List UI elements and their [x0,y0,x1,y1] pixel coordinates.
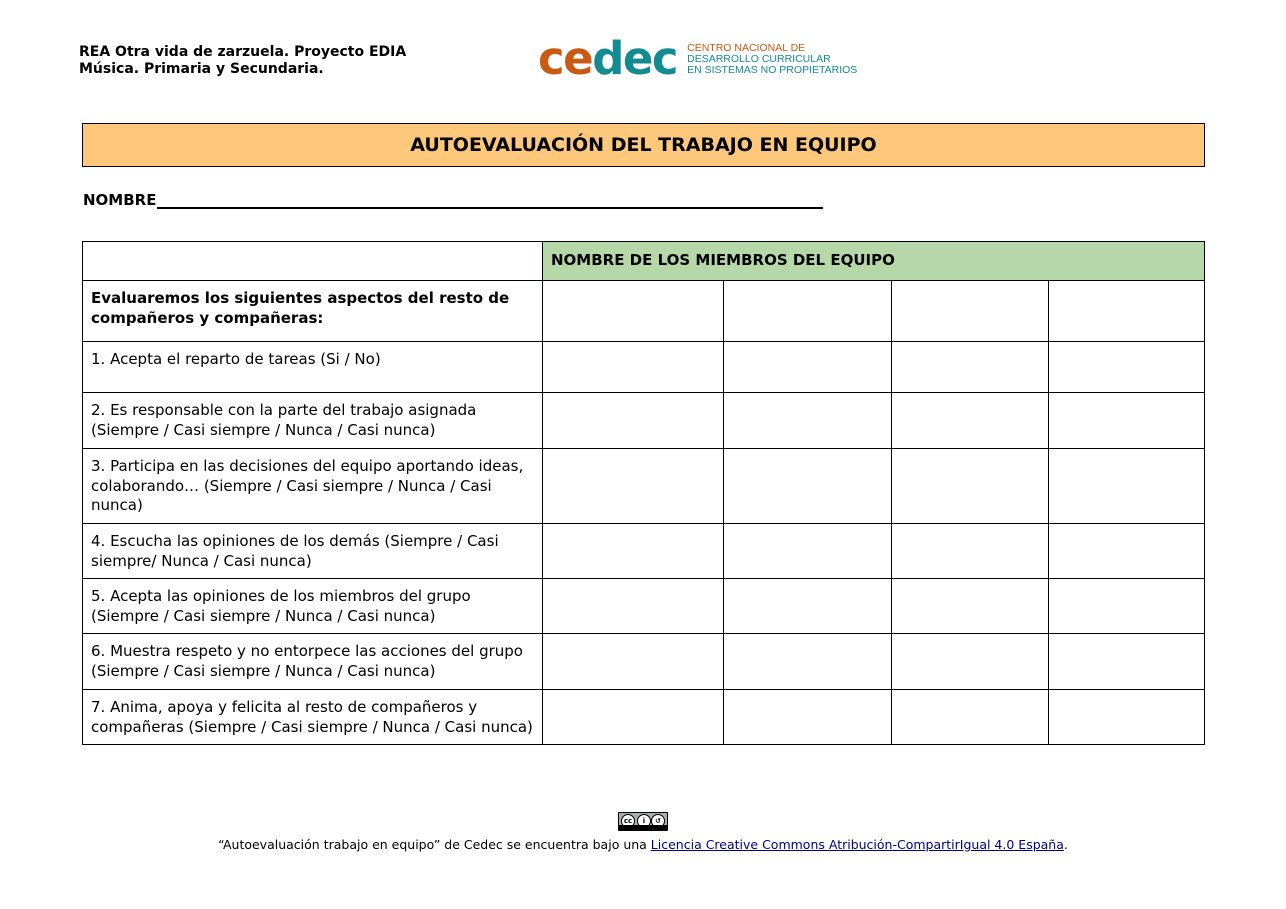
member-cell[interactable] [543,393,724,449]
by-circle-icon: i [637,814,651,828]
name-label: NOMBRE [83,191,157,209]
logo-caption [687,43,857,76]
members-header: NOMBRE DE LOS MIEMBROS DEL EQUIPO [551,251,895,269]
criterion-text: 3. Participa en las decisiones del equipo aportando ideas, colaborando… (Siempre / Casi siempre / Nunca / Casi nunca) [91,457,524,514]
member-cell[interactable] [892,449,1049,524]
criterion-text: 6. Muestra respeto y no entorpece las acciones del grupo (Siempre / Casi siempre / Nunca / Casi nunca) [91,642,523,680]
criterion-text: 5. Acepta las opiniones de los miembros del grupo (Siempre / Casi siempre / Nunca / Casi nunca) [91,587,471,625]
member-cell[interactable] [1049,690,1205,745]
criterion-text: 7. Anima, apoya y felicita al resto de compañeros y compañeras (Siempre / Casi siempre / Nunca / Casi nunca) [91,698,533,736]
member-cell[interactable] [892,634,1049,690]
logo-word-dec: dec [592,32,678,85]
member-cell[interactable] [543,524,724,579]
member-cell[interactable] [892,281,1049,342]
logo-caption-line-2: DESARROLLO CURRICULAR [687,52,831,65]
empty-corner-cell [83,242,543,281]
member-cell[interactable] [724,690,892,745]
member-cell[interactable] [892,524,1049,579]
member-cell[interactable] [1049,449,1205,524]
table-row [83,690,1205,745]
name-field[interactable] [83,190,823,209]
member-cell[interactable] [1049,342,1205,393]
criterion-text: 2. Es responsable con la parte del trabajo asignada (Siempre / Casi siempre / Nunca / Casi nunca) [91,401,477,439]
members-header-cell [543,242,1205,281]
logo-caption-line-1: CENTRO NACIONAL DE [687,41,806,54]
header-line-1: REA Otra vida de zarzuela. Proyecto EDIA [79,44,407,60]
member-cell[interactable] [892,342,1049,393]
intro-text: Evaluaremos los siguientes aspectos del resto de compañeros y compañeras: [91,289,510,327]
license-text [0,837,1286,852]
logo-wordmark [538,32,678,85]
member-cell[interactable] [724,579,892,634]
member-cell[interactable] [1049,634,1205,690]
page-title: AUTOEVALUACIÓN DEL TRABAJO EN EQUIPO [82,123,1205,167]
sa-circle-icon: ↺ [651,814,665,828]
member-cell[interactable] [1049,524,1205,579]
member-cell[interactable] [724,281,892,342]
cedec-logo [538,32,858,85]
logo-word-ce: ce [538,32,593,85]
table-row [83,634,1205,690]
member-cell[interactable] [724,524,892,579]
member-cell[interactable] [1049,393,1205,449]
license-text-after: . [1063,837,1068,852]
table-row [83,449,1205,524]
member-cell[interactable] [543,449,724,524]
logo-caption-line-3: EN SISTEMAS NO PROPIETARIOS [687,63,858,76]
cc-circle-icon: cc [621,814,635,828]
member-cell[interactable] [543,579,724,634]
member-cell[interactable] [1049,579,1205,634]
cc-by-sa-icon[interactable] [618,812,668,831]
member-cell[interactable] [892,690,1049,745]
member-cell[interactable] [724,449,892,524]
table-row [83,342,1205,393]
header-project-info [79,44,406,78]
table-row [83,579,1205,634]
license-link[interactable]: Licencia Creative Commons Atribución-CompartirIgual 4.0 España [650,837,1064,852]
member-cell[interactable] [724,634,892,690]
table-row [83,393,1205,449]
member-cell[interactable] [1049,281,1205,342]
header-line-2: Música. Primaria y Secundaria. [79,61,324,77]
member-cell[interactable] [892,393,1049,449]
member-cell[interactable] [543,690,724,745]
table-row [83,524,1205,579]
table-header-row [83,242,1205,281]
criterion-text: 1. Acepta el reparto de tareas (Si / No) [91,350,381,368]
member-cell[interactable] [724,342,892,393]
evaluation-table [82,241,1205,745]
member-cell[interactable] [543,634,724,690]
license-text-before: “Autoevaluación trabajo en equipo” de Cedec se encuentra bajo una [218,837,651,852]
member-cell[interactable] [543,281,724,342]
member-cell[interactable] [724,393,892,449]
name-underline[interactable] [157,190,823,209]
criterion-text: 4. Escucha las opiniones de los demás (Siempre / Casi siempre/ Nunca / Casi nunca) [91,532,499,570]
table-row [83,281,1205,342]
member-cell[interactable] [892,579,1049,634]
badge-band [619,825,667,830]
license-footer [0,812,1286,852]
member-cell[interactable] [543,342,724,393]
